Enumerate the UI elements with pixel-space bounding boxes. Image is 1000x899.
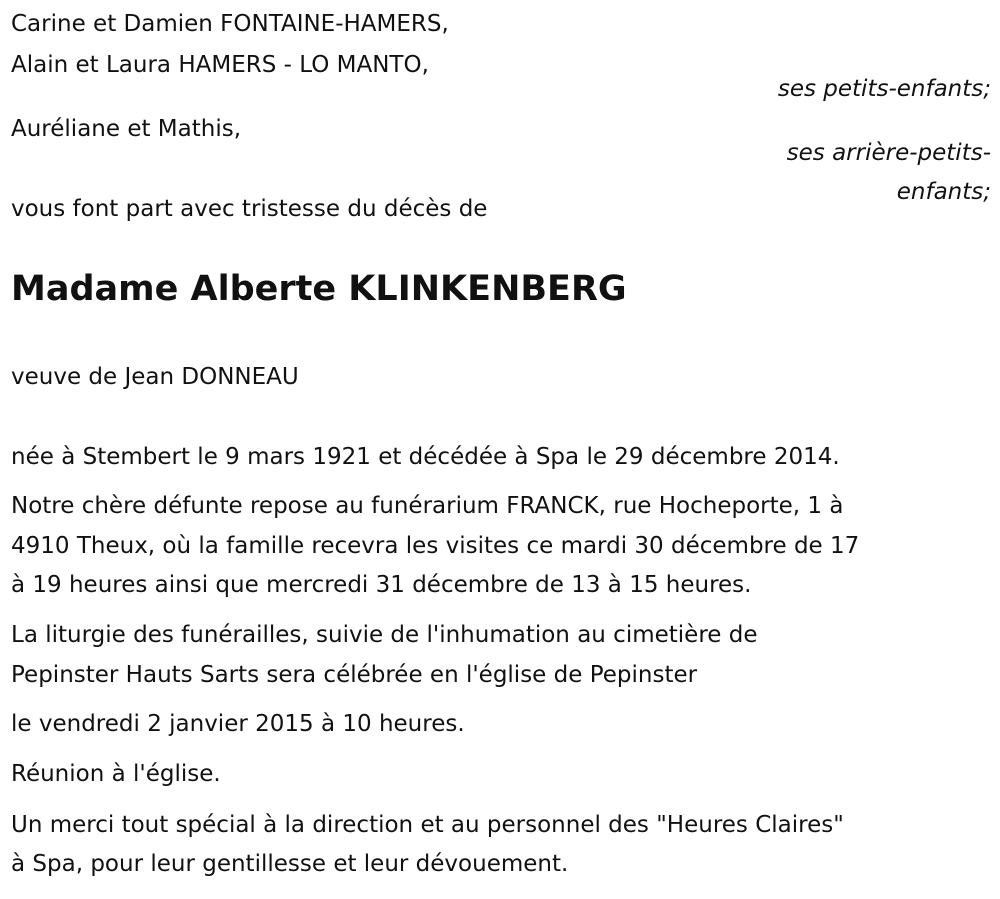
thanks-line-2: à Spa, pour leur gentillesse et leur dévouement. [11,851,569,877]
family-line-1: Carine et Damien FONTAINE-HAMERS, [11,11,449,37]
spouse-text: veuve de Jean DONNEAU [11,364,299,390]
family-role-great-grandchildren-1: ses arrière-petits- [786,140,991,166]
deceased-name: Madame Alberte KLINKENBERG [11,269,627,309]
liturgy-line-1: La liturgie des funérailles, suivie de l'inhumation au cimetière de [11,622,758,648]
family-line-2: Alain et Laura HAMERS - LO MANTO, [11,52,429,78]
announcement-text: vous font part avec tristesse du décès de [11,196,488,222]
funerarium-line-3: à 19 heures ainsi que mercredi 31 décembre de 13 à 15 heures. [11,572,752,598]
family-line-3: Auréliane et Mathis, [11,116,242,142]
liturgy-line-2: Pepinster Hauts Sarts sera célébrée en l'église de Pepinster [11,662,698,688]
meeting-text: Réunion à l'église. [11,761,221,787]
thanks-line-1: Un merci tout spécial à la direction et au personnel des "Heures Claires" [11,812,844,838]
family-role-grandchildren: ses petits-enfants; [777,76,991,102]
birth-death-text: née à Stembert le 9 mars 1921 et décédée à Spa le 29 décembre 2014. [11,444,840,470]
family-role-great-grandchildren-2: enfants; [896,179,991,205]
funerarium-line-2: 4910 Theux, où la famille recevra les visites ce mardi 30 décembre de 17 [11,533,860,559]
ceremony-date: le vendredi 2 janvier 2015 à 10 heures. [11,711,465,737]
funerarium-line-1: Notre chère défunte repose au funérarium FRANCK, rue Hocheporte, 1 à [11,493,844,519]
